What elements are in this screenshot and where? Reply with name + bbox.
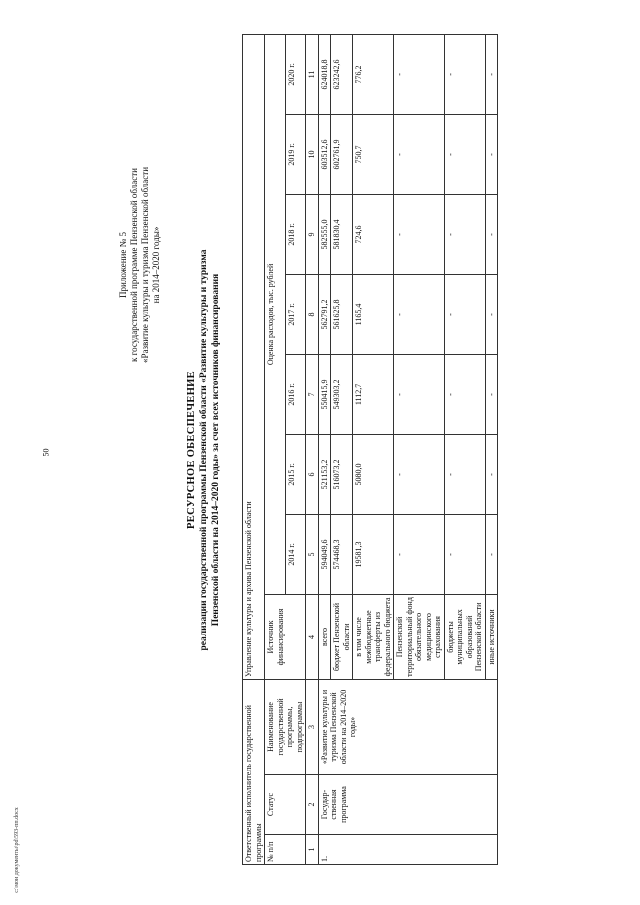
title-subtitle	[198, 35, 222, 865]
value-cell: 624018,8	[318, 34, 331, 114]
column-number: 8	[306, 274, 319, 354]
column-number: 2	[306, 775, 319, 835]
appendix-line-3: «Развитие культуры и туризма Пензенской области	[140, 166, 150, 364]
value-cell: -	[444, 114, 485, 194]
year-header: 2020 г.	[285, 34, 306, 114]
value-cell: -	[394, 194, 445, 274]
value-cell: 594049,6	[318, 514, 331, 594]
source-cell: Пензенский территориальный фонд обязательного медицинского страхования	[394, 594, 445, 679]
value-cell: -	[485, 34, 498, 114]
header-num: № п/п	[265, 835, 306, 865]
value-cell: -	[394, 434, 445, 514]
year-header: 2018 г.	[285, 194, 306, 274]
value-cell: -	[394, 274, 445, 354]
source-cell: в том числе межбюджетные трансферты из федерального бюджета	[353, 594, 394, 679]
page-number: 50	[41, 448, 51, 457]
value-cell: -	[394, 114, 445, 194]
footer-file-path: c:\мои документы\pd\593-пп.docx	[14, 807, 20, 893]
year-header: 2019 г.	[285, 114, 306, 194]
column-number: 9	[306, 194, 319, 274]
value-cell: 1165,4	[353, 274, 394, 354]
value-cell: -	[485, 274, 498, 354]
value-cell: 562791,2	[318, 274, 331, 354]
value-cell: 549303,2	[331, 354, 353, 434]
title-main: РЕСУРСНОЕ ОБЕСПЕЧЕНИЕ	[186, 371, 197, 529]
value-cell: 574468,3	[331, 514, 353, 594]
value-cell: -	[485, 514, 498, 594]
appendix-line-4: на 2014–2020 годы»	[151, 226, 161, 304]
value-cell: 521153,2	[318, 434, 331, 514]
value-cell: 581830,4	[331, 194, 353, 274]
rotated-page-content	[80, 35, 570, 865]
value-cell: -	[485, 114, 498, 194]
year-header: 2014 г.	[285, 514, 306, 594]
value-cell: -	[394, 514, 445, 594]
header-estimate: Оценка расходов, тыс. рублей	[265, 34, 286, 594]
column-number: 11	[306, 34, 319, 114]
column-number: 6	[306, 434, 319, 514]
header-row-1	[265, 34, 286, 864]
year-header: 2016 г.	[285, 354, 306, 434]
appendix-line-1: Приложение № 5	[118, 232, 128, 298]
value-cell: -	[394, 354, 445, 434]
value-cell: -	[444, 194, 485, 274]
value-cell: -	[444, 354, 485, 434]
value-cell: 1112,7	[353, 354, 394, 434]
value-cell: 19581,3	[353, 514, 394, 594]
row-program-name: «Развитие культуры и туризма Пензенской области на 2014–2020 годы»	[318, 679, 498, 774]
source-cell: иные источники	[485, 594, 498, 679]
value-cell: 776,2	[353, 34, 394, 114]
column-number-row	[306, 34, 319, 864]
column-number: 5	[306, 514, 319, 594]
appendix-note	[118, 45, 162, 485]
header-status: Статус	[265, 775, 306, 835]
value-cell: -	[485, 354, 498, 434]
source-cell: всего	[318, 594, 331, 679]
value-cell: 550415,9	[318, 354, 331, 434]
column-number: 7	[306, 354, 319, 434]
responsible-header: Ответственный исполнитель государственной программы	[243, 679, 265, 864]
year-header: 2017 г.	[285, 274, 306, 354]
value-cell: 623242,6	[331, 34, 353, 114]
responsible-row	[243, 34, 265, 864]
responsible-value: Управление культуры и архива Пензенской области	[243, 34, 265, 679]
value-cell: -	[444, 34, 485, 114]
resource-table	[242, 34, 498, 865]
row-status: Государ-ственная программа	[318, 775, 498, 835]
header-name: Наименование государственной программы, подпрограммы	[265, 679, 306, 774]
title-subtitle-line-1: реализации государственной программы Пензенской области «Развитие культуры и туризма	[199, 249, 209, 651]
value-cell: -	[444, 434, 485, 514]
value-cell: 750,7	[353, 114, 394, 194]
row-number: 1.	[318, 835, 498, 865]
value-cell: 724,6	[353, 194, 394, 274]
value-cell: 582555,0	[318, 194, 331, 274]
value-cell: -	[444, 274, 485, 354]
source-cell: бюджет Пензенской области	[331, 594, 353, 679]
title-subtitle-line-2: Пензенской области на 2014–2020 годы» за счет всех источников финансирования	[211, 273, 221, 627]
header-source: Источник финансирования	[265, 594, 306, 679]
value-cell: 5080,0	[353, 434, 394, 514]
value-cell: 603512,6	[318, 114, 331, 194]
document-title	[186, 35, 222, 865]
value-cell: 516073,2	[331, 434, 353, 514]
value-cell: 561625,8	[331, 274, 353, 354]
table-row	[318, 34, 331, 864]
column-number: 1	[306, 835, 319, 865]
value-cell: -	[444, 514, 485, 594]
year-header: 2015 г.	[285, 434, 306, 514]
value-cell: -	[394, 34, 445, 114]
value-cell: -	[485, 434, 498, 514]
column-number: 4	[306, 594, 319, 679]
value-cell: -	[485, 194, 498, 274]
source-cell: бюджеты муниципальных образований Пензенской области	[444, 594, 485, 679]
column-number: 3	[306, 679, 319, 774]
appendix-line-2: к государственной программе Пензенской области	[129, 168, 139, 362]
column-number: 10	[306, 114, 319, 194]
value-cell: 602761,9	[331, 114, 353, 194]
